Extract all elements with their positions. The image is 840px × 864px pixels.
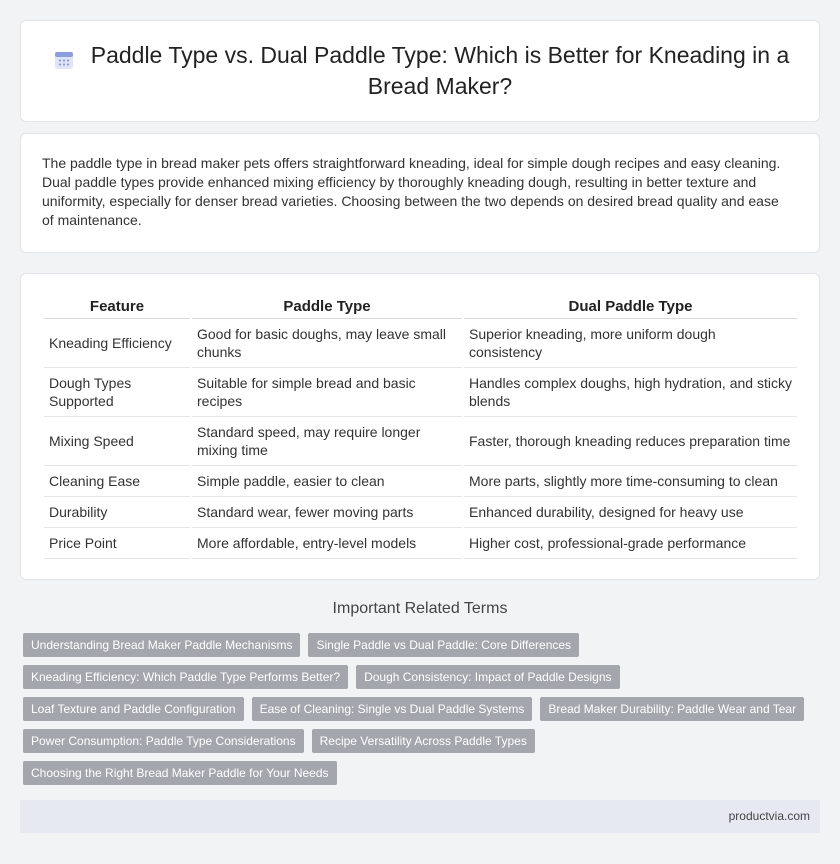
table-cell-paddle: More affordable, entry-level models bbox=[192, 528, 462, 559]
related-term-tag[interactable]: Ease of Cleaning: Single vs Dual Paddle Systems bbox=[252, 697, 533, 721]
comparison-table bbox=[42, 297, 799, 559]
related-term-tag[interactable]: Bread Maker Durability: Paddle Wear and Tear bbox=[540, 697, 804, 721]
related-term-tag[interactable]: Power Consumption: Paddle Type Considerations bbox=[23, 729, 304, 753]
tag-row bbox=[23, 665, 813, 689]
title-card bbox=[20, 20, 820, 122]
column-header-dual-paddle: Dual Paddle Type bbox=[464, 297, 797, 319]
column-header-feature: Feature bbox=[44, 297, 190, 319]
table-row bbox=[44, 528, 797, 559]
table-cell-paddle: Standard speed, may require longer mixing time bbox=[192, 417, 462, 466]
table-cell-feature: Durability bbox=[44, 497, 190, 528]
related-term-tag[interactable]: Choosing the Right Bread Maker Paddle for Your Needs bbox=[23, 761, 337, 785]
footer bbox=[20, 800, 820, 833]
table-cell-dual-paddle: Enhanced durability, designed for heavy use bbox=[464, 497, 797, 528]
table-cell-dual-paddle: Handles complex doughs, high hydration, and sticky blends bbox=[464, 368, 797, 417]
table-cell-feature: Price Point bbox=[44, 528, 190, 559]
table-cell-paddle: Good for basic doughs, may leave small chunks bbox=[192, 319, 462, 368]
table-cell-paddle: Simple paddle, easier to clean bbox=[192, 466, 462, 497]
tag-row bbox=[23, 729, 813, 753]
related-term-tag[interactable]: Recipe Versatility Across Paddle Types bbox=[312, 729, 535, 753]
table-cell-feature: Dough Types Supported bbox=[44, 368, 190, 417]
related-term-tag[interactable]: Single Paddle vs Dual Paddle: Core Differences bbox=[308, 633, 579, 657]
table-row bbox=[44, 368, 797, 417]
related-term-tag[interactable]: Loaf Texture and Paddle Configuration bbox=[23, 697, 244, 721]
tag-row bbox=[23, 761, 813, 785]
related-term-tag[interactable]: Understanding Bread Maker Paddle Mechanisms bbox=[23, 633, 300, 657]
comparison-card bbox=[20, 273, 820, 580]
footer-site-link[interactable]: productvia.com bbox=[728, 809, 810, 823]
related-term-tag[interactable]: Dough Consistency: Impact of Paddle Designs bbox=[356, 665, 619, 689]
page-title: Paddle Type vs. Dual Paddle Type: Which is Better for Kneading in a Bread Maker? bbox=[90, 42, 790, 99]
related-terms-list bbox=[23, 633, 813, 793]
table-cell-paddle: Suitable for simple bread and basic recipes bbox=[192, 368, 462, 417]
table-row bbox=[44, 466, 797, 497]
table-cell-feature: Mixing Speed bbox=[44, 417, 190, 466]
table-cell-dual-paddle: Higher cost, professional-grade performance bbox=[464, 528, 797, 559]
table-row bbox=[44, 319, 797, 368]
table-cell-feature: Cleaning Ease bbox=[44, 466, 190, 497]
table-header-row bbox=[44, 297, 797, 319]
table-row bbox=[44, 497, 797, 528]
table-cell-dual-paddle: More parts, slightly more time-consuming to clean bbox=[464, 466, 797, 497]
intro-card bbox=[20, 133, 820, 253]
table-cell-dual-paddle: Superior kneading, more uniform dough consistency bbox=[464, 319, 797, 368]
column-header-paddle: Paddle Type bbox=[192, 297, 462, 319]
related-terms-heading: Important Related Terms bbox=[332, 600, 508, 617]
table-cell-paddle: Standard wear, fewer moving parts bbox=[192, 497, 462, 528]
tag-row bbox=[23, 697, 813, 721]
tag-row bbox=[23, 633, 813, 657]
related-term-tag[interactable]: Kneading Efficiency: Which Paddle Type Performs Better? bbox=[23, 665, 348, 689]
table-row bbox=[44, 417, 797, 466]
intro-paragraph: The paddle type in bread maker pets offers straightforward kneading, ideal for simple dough recipes and easy cleaning. Dual paddle types provide enhanced mixing efficiency by thoroughly kneading dough, resulting in better texture and uniformity, especially for denser bread varieties. Choosing between the two depends on desired bread quality and ease of maintenance. bbox=[42, 155, 781, 228]
table-cell-dual-paddle: Faster, thorough kneading reduces preparation time bbox=[464, 417, 797, 466]
table-cell-feature: Kneading Efficiency bbox=[44, 319, 190, 368]
